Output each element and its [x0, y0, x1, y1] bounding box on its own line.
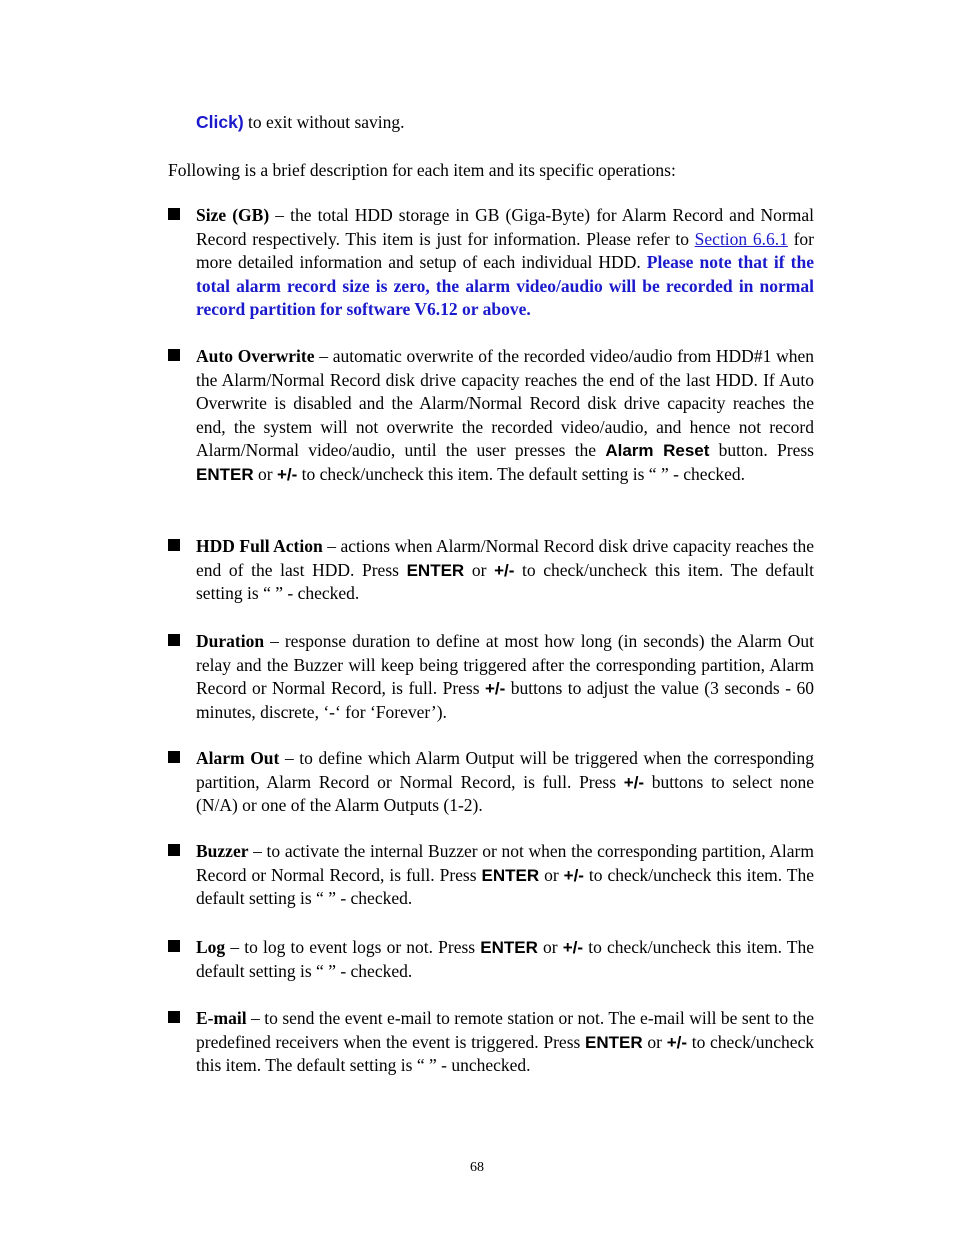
bullet-icon — [168, 844, 180, 856]
item-text: or — [253, 463, 277, 484]
bullet-icon — [168, 940, 180, 952]
list-item-alarm-out — [168, 747, 814, 818]
list-item-log — [168, 936, 814, 983]
item-text: – to send the event e-mail to remote station or not. The e-mail will be sent to the predefined receivers when the event is triggered. Press — [196, 1008, 814, 1052]
item-title: Log — [196, 937, 226, 957]
item-title: Buzzer — [196, 841, 249, 861]
item-text: or — [464, 559, 495, 580]
continued-line — [196, 111, 405, 134]
bullet-icon — [168, 208, 180, 220]
key-label: ENTER — [406, 560, 465, 580]
item-title: Alarm Out — [196, 748, 280, 768]
key-label: +/- — [623, 772, 645, 792]
key-label: Alarm Reset — [605, 441, 710, 460]
item-title: Duration — [196, 631, 265, 651]
key-label: ENTER — [481, 865, 540, 885]
key-label: +/- — [485, 679, 506, 698]
item-text: for more detailed information and setup of each individual HDD. — [196, 228, 814, 272]
bullet-icon — [168, 751, 180, 763]
item-text: – response duration to define at most how long (in seconds) the Alarm Out relay and the Buzzer will keep being triggered after the corresponding partition, Alarm Record or Normal Record, is full. Press — [196, 631, 814, 698]
key-label: +/- — [563, 865, 584, 885]
item-text: or — [642, 1031, 667, 1052]
list-item-hdd-full-action — [168, 535, 814, 606]
bullet-icon — [168, 1011, 180, 1023]
list-item-size — [168, 204, 814, 322]
item-text: – to define which Alarm Output will be triggered when the corresponding partition, Alarm Record or Normal Record, is full. Press — [196, 748, 814, 792]
item-text: – automatic overwrite of the recorded video/audio from HDD#1 when the Alarm/Normal Record disk drive capacity reaches the end of the last HDD. If Auto Overwrite is disabled and the Alarm/Normal Record disk drive capacity reaches the end, the system will not overwrite the recorded video/audio, and hence not record Alarm/Normal video/audio, until the user presses the — [196, 346, 814, 460]
item-title: E-mail — [196, 1008, 247, 1028]
item-text: – actions when Alarm/Normal Record disk drive capacity reaches the end of the last HDD. Press — [196, 536, 814, 580]
list-item-auto-overwrite — [168, 345, 814, 486]
section-link[interactable]: Section 6.6.1 — [694, 228, 788, 249]
bullet-icon — [168, 539, 180, 551]
key-label: ENTER — [585, 1032, 643, 1052]
item-text: buttons to adjust the value (3 seconds - 60 minutes, discrete, ‘-‘ for ‘Forever’). — [196, 678, 814, 722]
item-text: or — [537, 937, 563, 957]
item-text: – the total HDD storage in GB (Giga-Byte) for Alarm Record and Normal Record respectively. This item is just for information. Please refer to — [196, 205, 814, 249]
click-label: Click) — [196, 112, 244, 132]
key-label: ENTER — [196, 464, 254, 484]
list-item-email — [168, 1007, 814, 1078]
item-title: Auto Overwrite — [196, 346, 315, 366]
item-text: – to log to event logs or not. Press — [225, 937, 481, 957]
item-text: buttons to select none (N/A) or one of the Alarm Outputs (1-2). — [196, 771, 814, 815]
item-text: to check/uncheck this item. The default setting is “ ” - checked. — [297, 463, 745, 484]
item-title: Size (GB) — [196, 205, 270, 225]
item-text: to check/uncheck this item. The default setting is “ ” - unchecked. — [196, 1031, 815, 1075]
item-text: to check/uncheck this item. The default setting is “ ” - checked. — [196, 559, 815, 603]
item-text: to check/uncheck this item. The default setting is “ ” - checked. — [196, 937, 814, 981]
item-title: HDD Full Action — [196, 536, 323, 556]
note-text: Please note that if the total alarm record size is zero, the alarm video/audio will be recorded in normal record partition for software V6.12 or above. — [196, 252, 814, 319]
key-label: +/- — [666, 1032, 687, 1052]
list-item-buzzer — [168, 840, 814, 911]
bullet-icon — [168, 634, 180, 646]
item-text: button. Press — [709, 440, 814, 460]
exit-text: to exit without saving. — [243, 112, 405, 132]
intro-paragraph: Following is a brief description for each item and its specific operations: — [168, 160, 676, 180]
key-label: +/- — [494, 560, 515, 580]
item-text: or — [539, 864, 564, 885]
key-label: ENTER — [480, 938, 538, 957]
list-item-duration — [168, 630, 814, 724]
item-text: – to activate the internal Buzzer or not when the corresponding partition, Alarm Record or Normal Record, is full. Press — [196, 841, 814, 885]
bullet-icon — [168, 349, 180, 361]
item-text: to check/uncheck this item. The default setting is “ ” - checked. — [196, 864, 815, 908]
page-number: 68 — [470, 1160, 484, 1175]
key-label: +/- — [562, 938, 584, 957]
key-label: +/- — [276, 464, 298, 484]
